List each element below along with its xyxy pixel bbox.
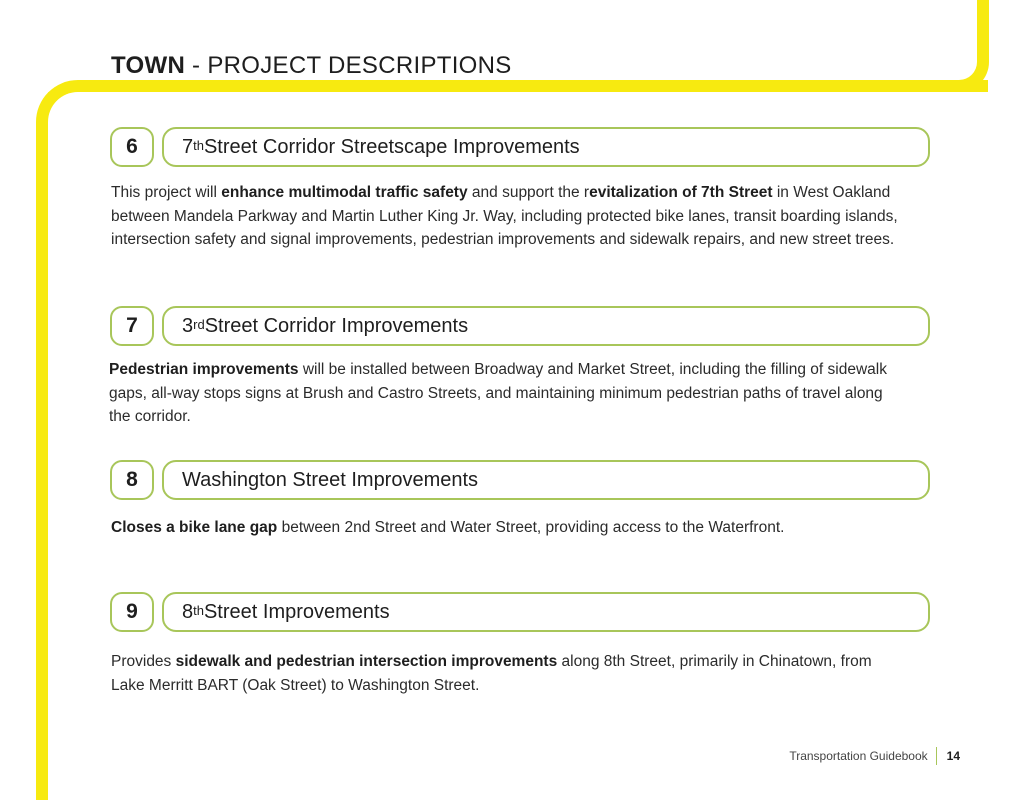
desc-text: will be installed between Broadway and Market Street, including the filling of sidewalk gaps, all-way stops signs at Brush and Castro Streets, and maintaining minimum pedestrian paths of travel along the corridor. — [109, 361, 887, 425]
desc-text: along 8th Street, primarily in Chinatown, from Lake Merritt BART (Oak Street) to Washington Street. — [111, 653, 872, 694]
title-pre: Washington Street Improvements — [182, 468, 479, 491]
page-title — [111, 52, 512, 80]
title-sup: th — [193, 602, 204, 618]
desc-text: This project will — [111, 184, 222, 201]
yellow-frame-left — [36, 140, 48, 800]
desc-highlight: Pedestrian improvements — [109, 361, 299, 378]
project-number: 9 — [110, 592, 154, 632]
project-description — [111, 516, 901, 540]
title-pre: 3 — [182, 314, 194, 337]
project-number: 6 — [110, 127, 154, 167]
footer-label: Transportation Guidebook — [789, 749, 928, 763]
project-description — [109, 358, 899, 429]
title-pre: 8 — [182, 600, 194, 623]
title-post: Street Corridor Improvements — [204, 314, 469, 337]
title-sup: th — [193, 137, 204, 153]
title-pre: 7 — [182, 135, 194, 158]
yellow-frame-corner — [920, 0, 989, 92]
project-title — [162, 592, 930, 632]
project-title — [162, 460, 930, 500]
project-description — [111, 181, 901, 252]
desc-highlight: sidewalk and pedestrian intersection improvements — [175, 653, 558, 670]
project-description — [111, 650, 901, 697]
page-number: 14 — [946, 749, 960, 763]
desc-highlight: evitalization of 7th Street — [589, 184, 773, 201]
footer-divider — [936, 747, 937, 765]
desc-text: and support the r — [467, 184, 590, 201]
desc-text: in West Oakland between Mandela Parkway and Martin Luther King Jr. Way, including protected bike lanes, transit boarding islands, intersection safety and signal improvements, pedestrian improvements and sidewalk repairs, and new street trees. — [111, 184, 898, 248]
page-title-rest: - PROJECT DESCRIPTIONS — [185, 52, 512, 79]
project-title — [162, 306, 930, 346]
desc-highlight: Closes a bike lane gap — [111, 519, 278, 536]
desc-text: between 2nd Street and Water Street, providing access to the Waterfront. — [277, 519, 785, 536]
project-number: 7 — [110, 306, 154, 346]
title-post: Street Improvements — [203, 600, 390, 623]
project-title — [162, 127, 930, 167]
desc-text: Provides — [111, 653, 176, 670]
project-number: 8 — [110, 460, 154, 500]
title-sup: rd — [193, 316, 205, 332]
title-post: Street Corridor Streetscape Improvements — [203, 135, 580, 158]
desc-highlight: enhance multimodal traffic safety — [221, 184, 468, 201]
page-title-bold: TOWN — [111, 52, 186, 79]
page-footer — [789, 747, 960, 765]
